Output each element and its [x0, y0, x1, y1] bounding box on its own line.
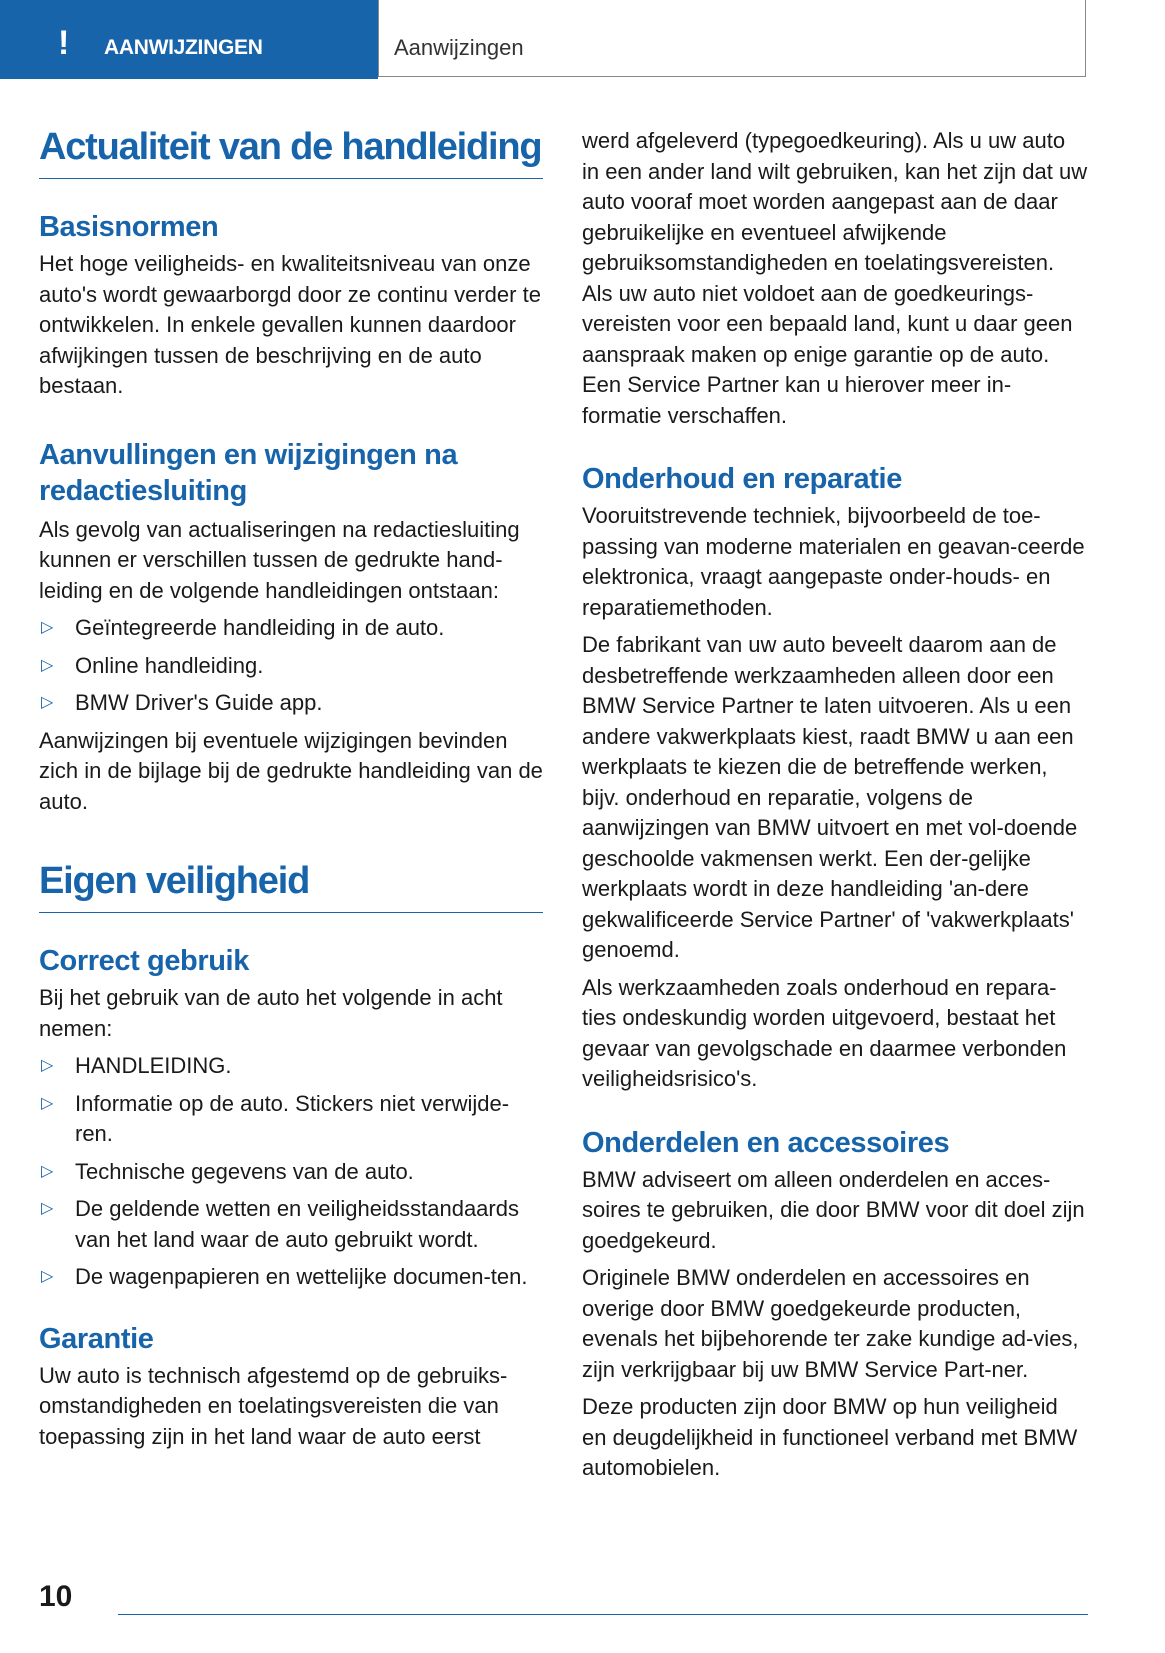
- header-tab-label: AANWIJZINGEN: [104, 36, 263, 59]
- left-column: [39, 125, 543, 1459]
- list-item: ▷ HANDLEIDING.: [39, 1051, 543, 1082]
- right-column: [582, 126, 1088, 1491]
- triangle-bullet-icon: ▷: [41, 1057, 54, 1074]
- header-section-label: Aanwijzingen: [394, 35, 524, 60]
- paragraph-onderhoud-1: Vooruitstrevende techniek, bijvoorbeeld de toe-passing van moderne materialen en geavan-ceerde elektronica, vraagt aangepaste onder-houds- en reparatiemethoden.: [582, 503, 1085, 620]
- paragraph-onderdelen-3: Deze producten zijn door BMW op hun veiligheid en deugdelijkheid in functioneel verband met BMW automobielen.: [582, 1394, 1078, 1480]
- heading-aanvullingen: Aanvullingen en wijzigingen na redactiesluiting: [39, 438, 458, 507]
- triangle-bullet-icon: ▷: [41, 656, 54, 674]
- paragraph-correct-gebruik: Bij het gebruik van de auto het volgende in acht nemen:: [39, 985, 503, 1041]
- header-section-box: [378, 0, 1086, 77]
- heading-basisnormen: Basisnormen: [39, 211, 219, 243]
- paragraph-onderdelen-2: Originele BMW onderdelen en accessoires en overige door BMW goedgekeurde producten, evenals het bijbehorende ter zake kundige ad-vies, zijn verkrijgbaar bij uw BMW Service Part-ner.: [582, 1265, 1079, 1382]
- list-item: ▷ Geïntegreerde handleiding in de auto.: [39, 613, 543, 644]
- list-item: ▷ De wagenpapieren en wettelijke documen-ten.: [39, 1262, 543, 1293]
- warning-icon: !: [58, 24, 70, 62]
- heading-garantie: Garantie: [39, 1322, 154, 1355]
- list-item: ▷ De geldende wetten en veiligheidsstandaards van het land waar de auto gebruikt wordt.: [41, 1196, 519, 1252]
- triangle-bullet-icon: ▷: [41, 619, 54, 636]
- paragraph-aanwijzingen: Aanwijzingen bij eventuele wijzigingen bevinden zich in de bijlage bij de gedrukte handleiding van de auto.: [39, 727, 543, 814]
- paragraph-garantie-continued: werd afgeleverd (typegoedkeuring). Als u uw auto in een ander land wilt gebruiken, kan het zijn dat uw auto vooraf moet worden aangepast aan de daar gebruikelijke en eventueel afwijkende gebruiksomstandigheden en toelatingsvereisten. Als uw auto niet voldoet aan de goedkeurings-vereisten voor een bepaald land, kunt u daar geen aanspraak maken op enige garantie op de auto. Een Service Partner kan u hierover meer in-formatie verschaffen.: [582, 128, 1088, 428]
- triangle-bullet-icon: ▷: [41, 1268, 54, 1285]
- list-handleidingen: [39, 613, 543, 719]
- heading-onderdelen: Onderdelen en accessoires: [582, 1126, 950, 1159]
- paragraph-aanvullingen: Als gevolg van actualiseringen na redactiesluiting kunnen er verschillen tussen de gedrukte hand-leiding en de volgende handleidingen ontstaan:: [39, 516, 520, 603]
- list-item: ▷ Online handleiding.: [39, 651, 543, 682]
- paragraph-onderhoud-2: De fabrikant van uw auto beveelt daarom aan de desbetreffende werkzaamheden alleen door een BMW Service Partner te laten uitvoeren. Als u een andere vakwerkplaats kiest, raadt BMW u aan een werkplaats te kiezen die de betreffende werken, bijv. onderhoud en reparatie, volgens de aanwijzingen van BMW uitvoert en met vol-doende geschoolde vakmensen werkt. Een der-gelijke werkplaats wordt in deze handleiding 'an-dere gekwalificeerde Service Partner' of 'vakwerkplaats' genoemd.: [582, 632, 1078, 962]
- list-item: ▷ Informatie op de auto. Stickers niet verwijde-ren.: [41, 1090, 510, 1146]
- paragraph-onderdelen-1: BMW adviseert om alleen onderdelen en acces-soires te gebruiken, die door BMW voor dit doel zijn goedgekeurd.: [582, 1166, 1085, 1253]
- heading-actualiteit: Actualiteit van de handleiding: [39, 125, 543, 179]
- list-item: ▷ Technische gegevens van de auto.: [39, 1157, 543, 1188]
- heading-correct-gebruik: Correct gebruik: [39, 945, 249, 977]
- paragraph-onderhoud-3: Als werkzaamheden zoals onderhoud en repara-ties ondeskundig worden uitgevoerd, bestaat het gevaar van gevolgschade en daarmee verbonden veiligheidsrisico's.: [582, 974, 1067, 1091]
- triangle-bullet-icon: ▷: [41, 1162, 54, 1180]
- paragraph-garantie: Uw auto is technisch afgestemd op de gebruiks-omstandigheden en toelatingsvereisten die van toepassing zijn in het land waar de auto eerst: [39, 1362, 508, 1449]
- heading-eigen-veiligheid: Eigen veiligheid: [39, 859, 543, 913]
- header-tab: [0, 0, 378, 79]
- triangle-bullet-icon: ▷: [41, 694, 54, 711]
- list-correct-gebruik: [39, 1051, 543, 1293]
- heading-onderhoud: Onderhoud en reparatie: [582, 463, 902, 495]
- list-item: ▷ BMW Driver's Guide app.: [39, 688, 543, 719]
- page-number: 10: [39, 1580, 73, 1613]
- triangle-bullet-icon: ▷: [41, 1200, 54, 1217]
- footer-divider: [118, 1614, 1088, 1615]
- paragraph-basisnormen: Het hoge veiligheids- en kwaliteitsniveau van onze auto's wordt gewaarborgd door ze continu verder te ontwikkelen. In enkele gevallen kunnen daardoor afwijkingen tussen de beschrijving en de auto bestaan.: [39, 251, 541, 398]
- triangle-bullet-icon: ▷: [41, 1094, 54, 1112]
